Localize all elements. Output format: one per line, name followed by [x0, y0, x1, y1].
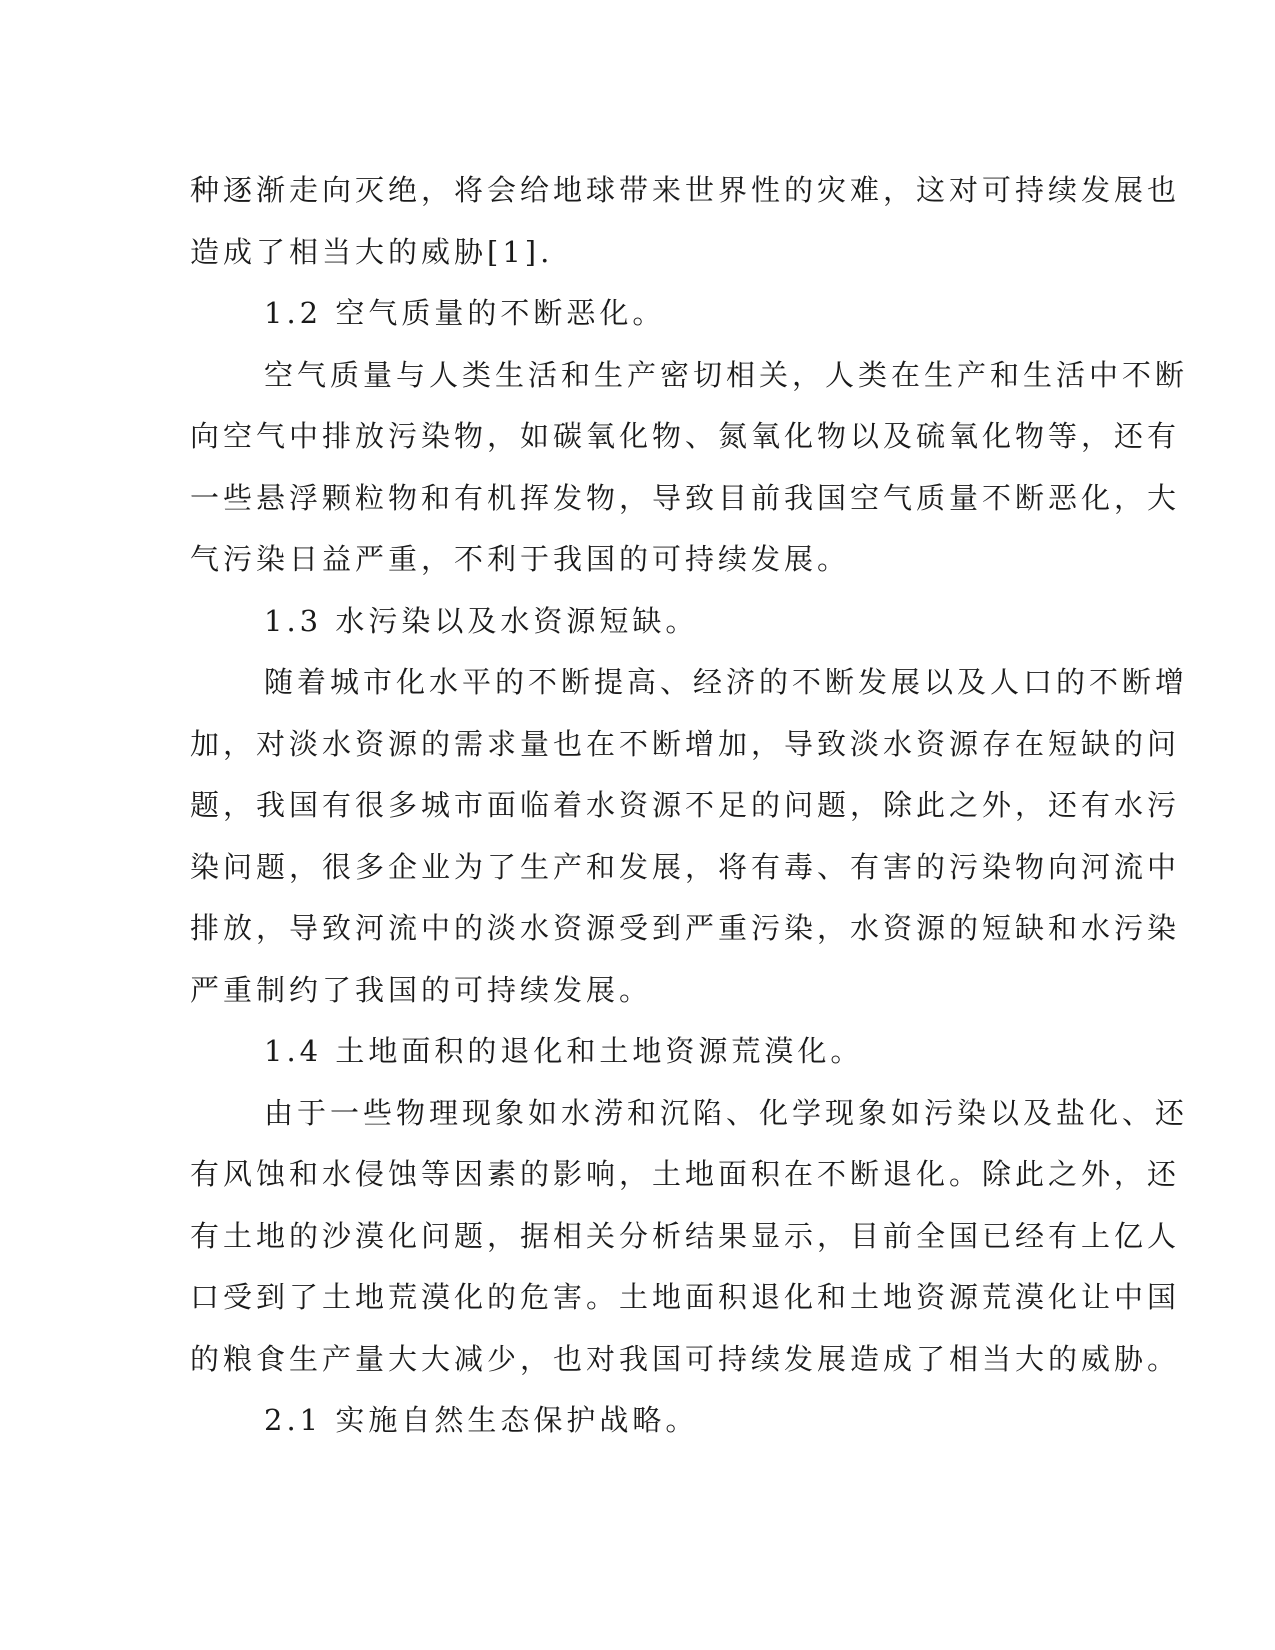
- section-heading: 1.2 空气质量的不断恶化。: [264, 296, 666, 330]
- text-line: 气污染日益严重，不利于我国的可持续发展。: [190, 542, 851, 576]
- text-line: 题，我国有很多城市面临着水资源不足的问题，除此之外，还有水污: [190, 788, 1181, 822]
- text-line: 有土地的沙漠化问题，据相关分析结果显示，目前全国已经有上亿人: [190, 1218, 1181, 1253]
- text-line: 造成了相当大的威胁[1].: [190, 234, 554, 269]
- text-line: 严重制约了我国的可持续发展。: [190, 972, 653, 1007]
- text-line: 有风蚀和水侵蚀等因素的影响，土地面积在不断退化。除此之外，还: [190, 1157, 1181, 1191]
- document-page: [190, 160, 1189, 1452]
- text-line: 向空气中排放污染物，如碳氧化物、氮氧化物以及硫氧化物等，还有: [190, 419, 1181, 453]
- text-line: 排放，导致河流中的淡水资源受到严重污染，水资源的短缺和水污染: [190, 911, 1181, 945]
- section-heading: 1.3 水污染以及水资源短缺。: [264, 603, 699, 638]
- text-line: 加，对淡水资源的需求量也在不断增加，导致淡水资源存在短缺的问: [190, 726, 1181, 761]
- text-line: 空气质量与人类生活和生产密切相关，人类在生产和生活中不断: [264, 357, 1189, 392]
- text-line: 口受到了土地荒漠化的危害。土地面积退化和土地资源荒漠化让中国: [190, 1280, 1181, 1314]
- text-line: 随着城市化水平的不断提高、经济的不断发展以及人口的不断增: [264, 665, 1189, 699]
- section-heading: 1.4 土地面积的退化和土地资源荒漠化。: [264, 1034, 864, 1068]
- text-line: 种逐渐走向灭绝，将会给地球带来世界性的灾难，这对可持续发展也: [190, 173, 1181, 207]
- text-line: 的粮食生产量大大减少，也对我国可持续发展造成了相当大的威胁。: [190, 1341, 1181, 1376]
- text-line: 一些悬浮颗粒物和有机挥发物，导致目前我国空气质量不断恶化，大: [190, 480, 1181, 515]
- text-line: 由于一些物理现象如水涝和沉陷、化学现象如污染以及盐化、还: [264, 1095, 1189, 1130]
- section-heading: 2.1 实施自然生态保护战略。: [264, 1403, 699, 1437]
- text-line: 染问题，很多企业为了生产和发展，将有毒、有害的污染物向河流中: [190, 849, 1181, 884]
